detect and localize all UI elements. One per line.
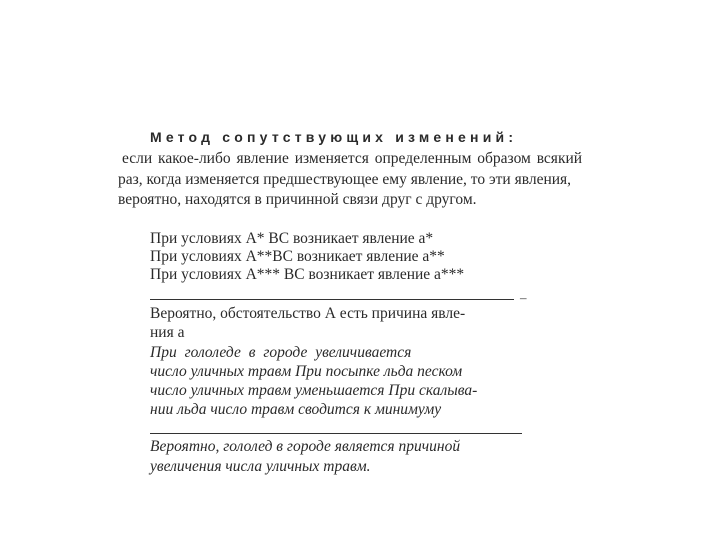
example-premise-line-1: При гололеде в городе увеличивается <box>150 344 412 361</box>
definition-line-1: если какое-либо явление изменяется определенным образом всякий <box>122 150 583 167</box>
example-premise-line-4: нии льда число травм сводится к минимуму <box>150 401 442 418</box>
method-title-colon: : <box>508 129 513 145</box>
scheme-divider-dash: – <box>520 290 527 305</box>
example-premise-line-3: число уличных травм уменьшается При скалыва- <box>150 382 478 399</box>
definition-line-3: вероятно, находятся в причинной связи друг с другом. <box>118 191 477 208</box>
scheme-conclusion-line-1: Вероятно, обстоятельство А есть причина явле- <box>150 305 466 322</box>
scheme-divider <box>150 299 514 300</box>
method-title <box>150 128 513 146</box>
scheme-premise-1: При условиях А* ВС возникает явление а* <box>150 230 434 247</box>
method-title-text: Метод сопутствующих изменений <box>150 129 509 145</box>
example-divider <box>150 433 522 434</box>
scheme-conclusion-line-2: ния а <box>150 324 185 341</box>
example-conclusion-line-1: Вероятно, гололед в городе является причиной <box>150 438 461 455</box>
example-premise-line-2: число уличных травм При посыпке льда песком <box>150 363 463 380</box>
scheme-premise-3: При условиях А*** ВС возникает явление а*** <box>150 266 465 283</box>
example-conclusion-line-2: увеличения числа уличных травм. <box>150 458 371 475</box>
definition-line-2: раз, когда изменяется предшествующее ему явление, то эти явления, <box>118 171 572 188</box>
scheme-premise-2: При условиях А**ВС возникает явление а** <box>150 248 445 265</box>
